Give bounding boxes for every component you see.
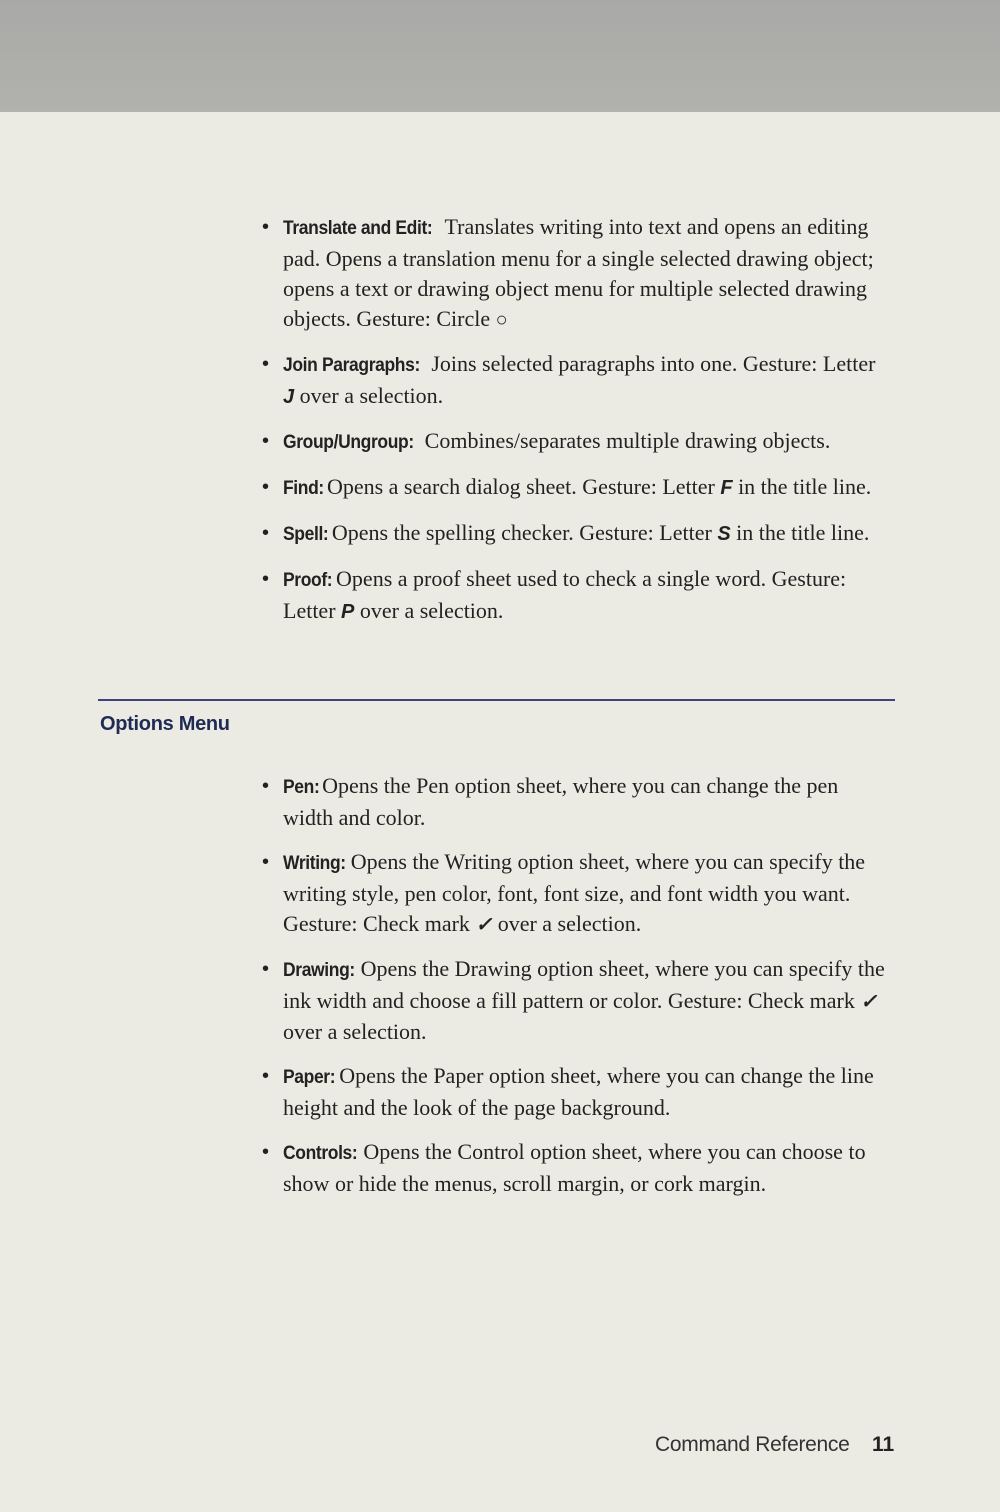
- check-mark-gesture-icon: ✓: [475, 914, 493, 936]
- item-term: Spell:: [283, 524, 329, 545]
- bullet-icon: •: [262, 568, 270, 590]
- item-term: Paper:: [283, 1067, 336, 1088]
- list-item: [262, 564, 892, 627]
- item-description-tail: in the title line.: [738, 474, 872, 499]
- item-description-tail: over a selection.: [497, 911, 642, 936]
- section-heading: Options Menu: [100, 713, 230, 735]
- item-description-tail: over a selection.: [299, 383, 444, 408]
- letter-f-gesture-icon: F: [720, 477, 733, 499]
- bullet-icon: •: [262, 522, 270, 544]
- item-term: Drawing:: [283, 960, 355, 981]
- item-description: Opens the Control option sheet, where you can choose to show or hide the menus, scroll margin, or cork margin.: [283, 1139, 866, 1196]
- item-description: Opens the Paper option sheet, where you can change the line height and the look of the page background.: [283, 1063, 874, 1120]
- item-term: Group/Ungroup:: [283, 432, 414, 453]
- bullet-icon: •: [262, 1141, 270, 1163]
- bullet-icon: •: [262, 1065, 270, 1087]
- list-item: [262, 426, 892, 458]
- list-item: [262, 954, 892, 1047]
- bullet-icon: •: [262, 353, 270, 375]
- item-term: Writing:: [283, 853, 346, 874]
- item-term: Find:: [283, 478, 324, 499]
- item-description: Opens the spelling checker. Gesture: Letter: [331, 520, 712, 545]
- edit-commands-list: [262, 212, 892, 641]
- bullet-icon: •: [262, 775, 270, 797]
- item-description: Combines/separates multiple drawing objects.: [424, 428, 831, 453]
- item-description: Translates writing into text and opens an editing pad. Opens a translation menu for a single selected drawing object; opens a text or drawing object menu for multiple selected drawing objects. Gesture: Circle: [283, 214, 874, 331]
- item-term: Controls:: [283, 1143, 358, 1164]
- options-commands-list: [262, 771, 892, 1213]
- letter-p-gesture-icon: P: [341, 601, 355, 623]
- letter-s-gesture-icon: S: [717, 523, 731, 545]
- item-description: Opens the Drawing option sheet, where you can specify the ink width and choose a fill pattern or color. Gesture: Check mark: [283, 956, 885, 1013]
- item-term: Pen:: [283, 777, 320, 798]
- check-mark-gesture-icon: ✓: [860, 991, 878, 1013]
- item-description-tail: over a selection.: [359, 598, 504, 623]
- bullet-icon: •: [262, 476, 270, 498]
- item-term: Proof:: [283, 570, 333, 591]
- bullet-icon: •: [262, 216, 270, 238]
- list-item: [262, 1061, 892, 1123]
- top-gray-band: [0, 0, 1000, 112]
- item-description: Opens a search dialog sheet. Gesture: Letter: [326, 474, 715, 499]
- item-term: Join Paragraphs:: [283, 355, 420, 376]
- item-description-tail: in the title line.: [736, 520, 870, 545]
- list-item: [262, 349, 892, 412]
- list-item: [262, 1137, 892, 1199]
- section-divider: [98, 699, 895, 701]
- item-description-tail: over a selection.: [283, 1019, 427, 1044]
- item-description: Opens a proof sheet used to check a single word. Gesture: Letter: [283, 566, 847, 623]
- list-item: [262, 518, 892, 550]
- bullet-icon: •: [262, 851, 270, 873]
- item-description: Opens the Writing option sheet, where you can specify the writing style, pen color, font, font size, and font width you want. Gesture: Check mark: [283, 849, 866, 936]
- running-footer-title: Command Reference: [655, 1433, 850, 1456]
- list-item: [262, 847, 892, 940]
- list-item: [262, 212, 892, 335]
- circle-gesture-icon: ○: [495, 309, 508, 331]
- item-term: Translate and Edit:: [283, 218, 433, 239]
- item-description: Joins selected paragraphs into one. Gesture: Letter: [431, 351, 876, 376]
- letter-j-gesture-icon: J: [283, 386, 295, 408]
- list-item: [262, 472, 892, 504]
- bullet-icon: •: [262, 430, 270, 452]
- bullet-icon: •: [262, 958, 270, 980]
- list-item: [262, 771, 892, 833]
- page-number: 11: [872, 1433, 895, 1456]
- item-description: Opens the Pen option sheet, where you can change the pen width and color.: [283, 773, 839, 830]
